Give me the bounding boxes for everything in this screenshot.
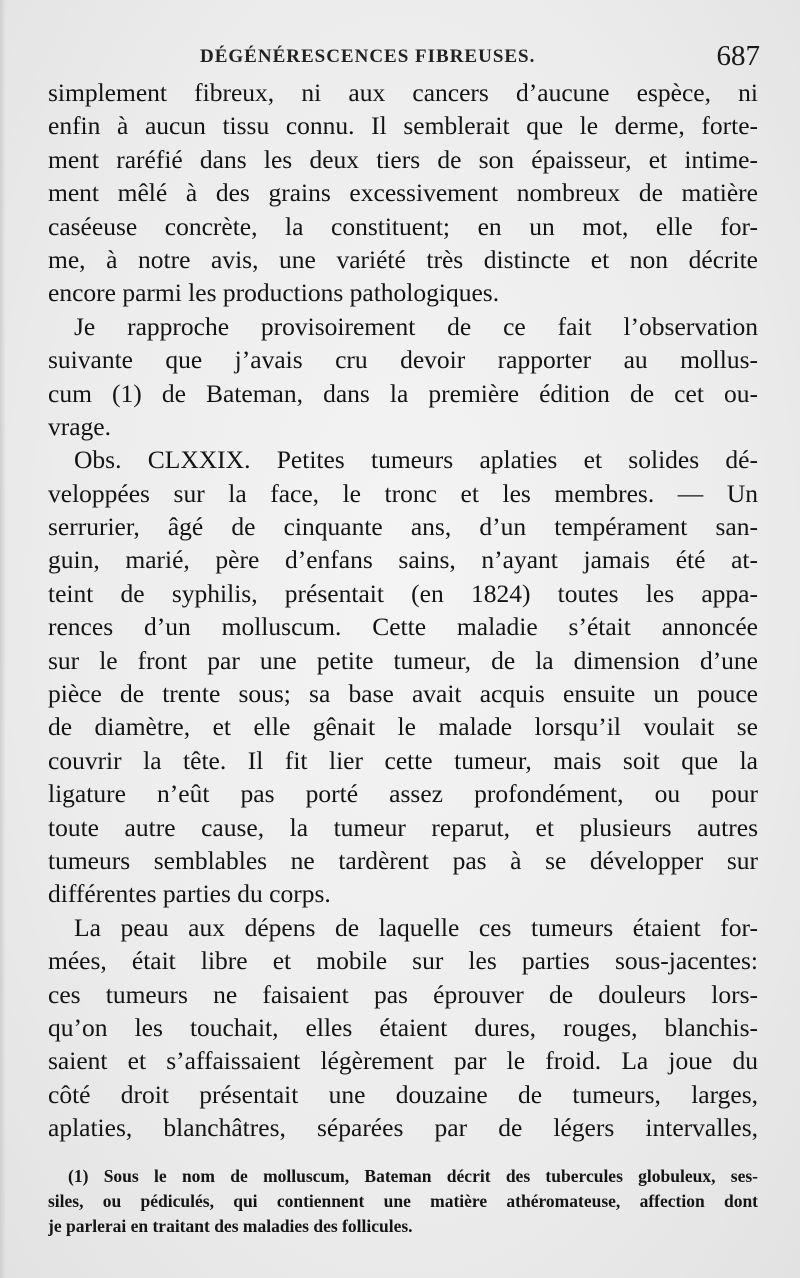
text-line: simplement fibreux, ni aux cancers d’aucune espèce, ni bbox=[48, 78, 758, 107]
running-head: DÉGÉNÉRESCENCES FIBREUSES. bbox=[200, 46, 536, 67]
text-line: ment raréfié dans les deux tiers de son épaisseur, et intime- bbox=[48, 144, 758, 174]
body-text bbox=[48, 76, 758, 1145]
text-line: qu’on les touchait, elles étaient dures, rouges, blanchis- bbox=[48, 1012, 758, 1042]
text-line: ligature n’eût pas porté assez profondément, ou pour bbox=[48, 779, 758, 809]
text-line: caséeuse concrète, la constituent; en un mot, elle for- bbox=[48, 211, 758, 241]
text-line: saient et s’affaissaient légèrement par le froid. La joue du bbox=[48, 1046, 758, 1076]
footnote-line: je parlerai en traitant des maladies des follicules. bbox=[48, 1216, 413, 1236]
text-line: ces tumeurs ne faisaient pas éprouver de douleurs lors- bbox=[48, 979, 758, 1009]
text-line: côté droit présentait une douzaine de tumeurs, larges, bbox=[48, 1079, 758, 1109]
text-line: tumeurs semblables ne tardèrent pas à se développer sur bbox=[48, 845, 758, 875]
text-line: suivante que j’avais cru devoir rapporter au mollus- bbox=[48, 345, 758, 375]
text-line: veloppées sur la face, le tronc et les membres. — Un bbox=[48, 478, 758, 508]
text-line: cum (1) de Bateman, dans la première édition de cet ou- bbox=[48, 378, 758, 408]
text-line: teint de syphilis, présentait (en 1824) toutes les appa- bbox=[48, 578, 758, 608]
page-number: 687 bbox=[716, 40, 760, 72]
text-line: guin, marié, père d’enfans sains, n’ayant jamais été at- bbox=[48, 545, 758, 575]
footnote-line: siles, ou pédiculés, qui contiennent une matière athéromateuse, affection dont bbox=[48, 1191, 758, 1211]
text-line: de diamètre, et elle gênait le malade lorsqu’il voulait se bbox=[48, 712, 758, 742]
text-line: mées, était libre et mobile sur les parties sous-jacentes: bbox=[48, 946, 758, 976]
binding-shadow bbox=[0, 0, 6, 1278]
text-line: aplaties, blanchâtres, séparées par de légers intervalles, bbox=[48, 1113, 758, 1143]
text-line: Je rapproche provisoirement de ce fait l’observation bbox=[74, 311, 758, 341]
footnote-block bbox=[48, 1164, 758, 1239]
text-line: enfin à aucun tissu connu. Il semblerait que le derme, forte- bbox=[48, 111, 758, 141]
text-line: Obs. CLXXIX. Petites tumeurs aplaties et solides dé- bbox=[74, 445, 758, 475]
text-line: différentes parties du corps. bbox=[48, 879, 331, 909]
footnote-line: (1) Sous le nom de molluscum, Bateman décrit des tubercules globuleux, ses- bbox=[68, 1166, 758, 1186]
text-line: rences d’un molluscum. Cette maladie s’était annoncée bbox=[48, 612, 758, 642]
text-line: me, à notre avis, une variété très distincte et non décrite bbox=[48, 244, 758, 274]
text-line: La peau aux dépens de laquelle ces tumeurs étaient for- bbox=[74, 912, 758, 942]
page-header bbox=[48, 40, 760, 80]
text-line: serrurier, âgé de cinquante ans, d’un tempérament san- bbox=[48, 512, 758, 542]
text-line: toute autre cause, la tumeur reparut, et plusieurs autres bbox=[48, 812, 758, 842]
text-line: vrage. bbox=[48, 411, 112, 441]
text-line: pièce de trente sous; sa base avait acquis ensuite un pouce bbox=[48, 679, 758, 709]
text-line: ment mêlé à des grains excessivement nombreux de matière bbox=[48, 178, 758, 208]
text-line: encore parmi les productions pathologiques. bbox=[48, 278, 500, 308]
text-line: couvrir la tête. Il fit lier cette tumeur, mais soit que la bbox=[48, 745, 758, 775]
text-line: sur le front par une petite tumeur, de la dimension d’une bbox=[48, 645, 758, 675]
